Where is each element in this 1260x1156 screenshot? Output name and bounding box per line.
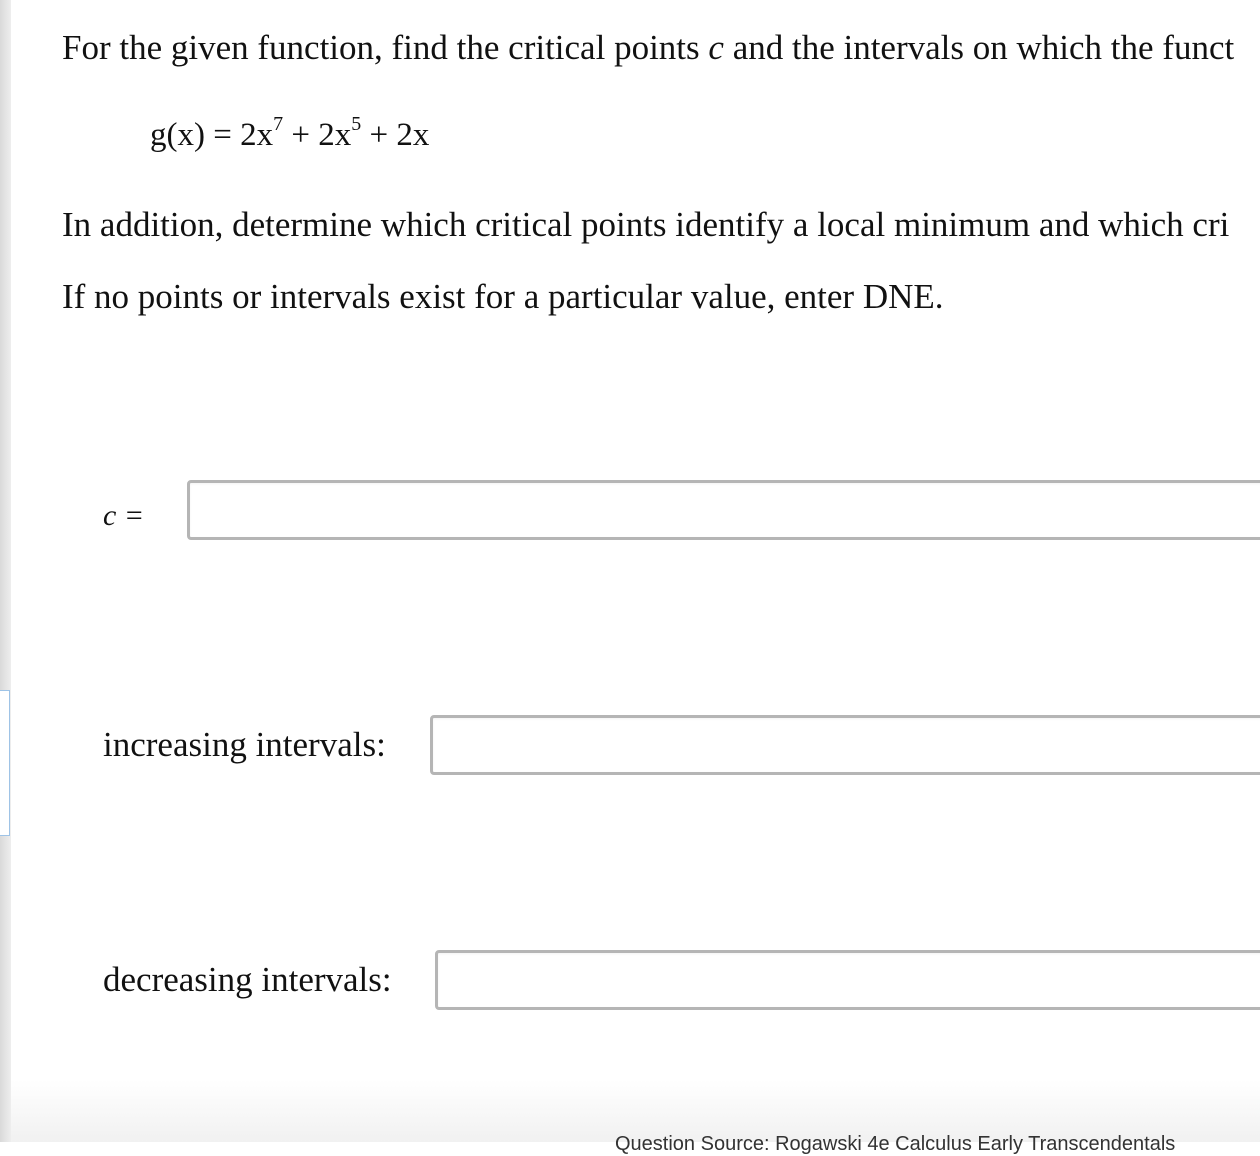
variable-c: c (708, 28, 724, 67)
question-source-text: Question Source: Rogawski 4e Calculus Early Transcendentals (615, 1133, 1176, 1155)
c-label: c = (103, 499, 145, 532)
page-left-edge (0, 0, 11, 1142)
question-line-3: If no points or intervals exist for a particular value, enter DNE. (62, 277, 944, 316)
increasing-intervals-label: increasing intervals: (103, 725, 386, 764)
question-line-2: In addition, determine which critical points identify a local minimum and which cri (62, 205, 1230, 244)
side-panel-tab[interactable] (0, 690, 10, 836)
exponent-5: 5 (351, 113, 362, 135)
critical-points-input[interactable] (187, 480, 1260, 540)
exponent-7: 7 (273, 113, 284, 135)
question-line-1: For the given function, find the critical points c and the intervals on which the funct (62, 28, 1235, 67)
function-expression: $g(x) = 2x^7 + 2x^5 + 2x$ (150, 113, 430, 153)
decreasing-intervals-label: decreasing intervals: (103, 960, 392, 999)
increasing-intervals-input[interactable] (430, 715, 1260, 775)
decreasing-intervals-input[interactable] (435, 950, 1260, 1010)
